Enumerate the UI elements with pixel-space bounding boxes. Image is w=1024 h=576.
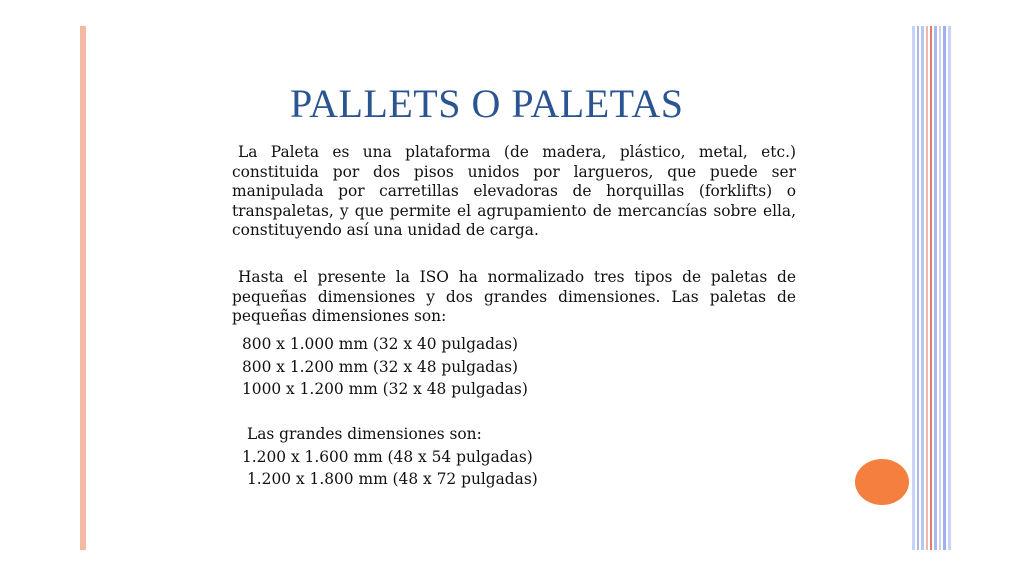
paragraph-definition	[232, 143, 796, 241]
left-accent-bar	[80, 26, 86, 550]
stripe	[930, 26, 932, 550]
small-dimensions-list	[242, 333, 528, 401]
stripe	[939, 26, 941, 550]
orange-circle-decoration	[855, 459, 909, 505]
paragraph-iso	[232, 268, 796, 327]
list-item: 800 x 1.200 mm (32 x 48 pulgadas)	[242, 357, 519, 376]
stripe	[943, 26, 946, 550]
right-stripe-decoration	[912, 26, 952, 550]
large-dimensions-heading: Las grandes dimensiones son:	[247, 425, 482, 443]
list-item: 1000 x 1.200 mm (32 x 48 pulgadas)	[242, 380, 528, 398]
paragraph-iso-text: Hasta el presente la ISO ha normalizado tres tipos de paletas de pequeñas dimensiones y dos grandes dimensiones. Las paletas de pequeñas dimensiones son:	[232, 268, 796, 325]
large-dimensions-list	[242, 423, 538, 491]
list-item: 800 x 1.000 mm (32 x 40 pulgadas)	[242, 335, 519, 353]
list-item: 1.200 x 1.600 mm (48 x 54 pulgadas)	[242, 447, 533, 466]
list-item: 1.200 x 1.800 mm (48 x 72 pulgadas)	[247, 470, 538, 488]
stripe	[926, 26, 928, 550]
paragraph-definition-text: La Paleta es una plataforma (de madera, plástico, metal, etc.) constituida por dos pisos unidos por largueros, que puede ser manipulada por carretillas elevadoras de horquillas (forklifts) o transpaletas, y que permite el agrupamiento de mercancías sobre ella, constituyendo así una unidad de carga.	[232, 143, 796, 239]
stripe	[934, 26, 937, 550]
stripe	[948, 26, 951, 550]
stripe	[917, 26, 919, 550]
stripe	[921, 26, 924, 550]
slide-title: PALLETS O PALETAS	[290, 81, 684, 126]
stripe	[912, 26, 915, 550]
